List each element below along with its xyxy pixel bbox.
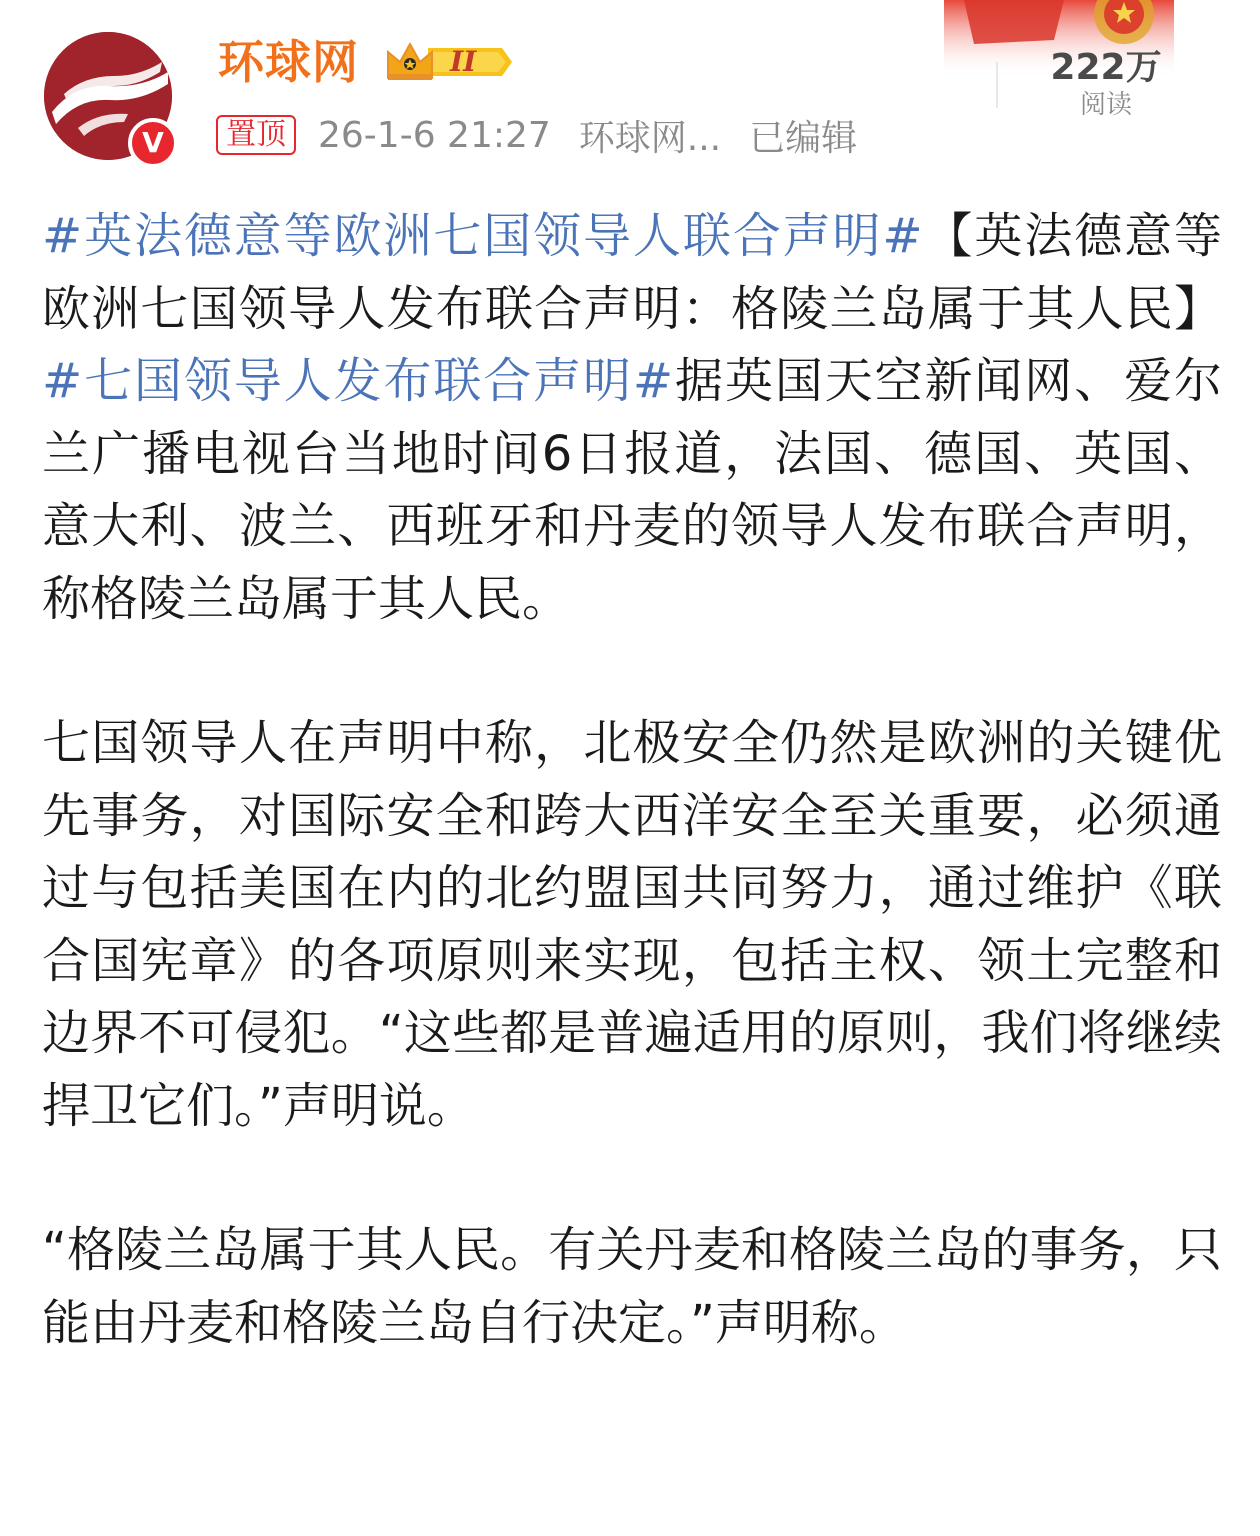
hashtag-link[interactable]: #七国领导人发布联合声明# [42,353,674,409]
read-count-label: 阅读 [1079,90,1132,120]
crown-icon [384,38,514,86]
level-crown-badge[interactable] [384,38,514,86]
hashtag-link[interactable]: #英法德意等欧洲七国领导人联合声明# [42,208,923,264]
post-timestamp: 26-1-6 21:27 [318,114,551,156]
header-divider [996,62,998,108]
post-text: 【英法德意等欧洲七国领导人发布联合声明：格陵兰岛属于其人民】 [42,208,1222,337]
post-body [42,200,1222,1359]
post-paragraph [42,200,1222,635]
verified-badge-icon: V [128,118,178,168]
author-name[interactable]: 环球网 [218,35,359,89]
level-label: II [450,45,477,78]
post-text: 据英国天空新闻网、爱尔兰广播电视台当地时间6日报道，法国、德国、英国、意大利、波兰、西班牙和丹麦的领导人发布联合声明，称格陵兰岛属于其人民。 [42,353,1222,627]
post-header [0,0,1260,180]
read-count: 222万 [1050,47,1162,88]
pinned-tag: 置顶 [216,115,296,155]
post-source[interactable]: 环球网... [578,117,722,159]
post-paragraph: “格陵兰岛属于其人民。有关丹麦和格陵兰岛的事务，只能由丹麦和格陵兰岛自行决定。”声明称。 [42,1222,1222,1351]
post-paragraph: 七国领导人在声明中称，北极安全仍然是欧洲的关键优先事务，对国际安全和跨大西洋安全至关重要，必须通过与包括美国在内的北约盟国共同努力，通过维护《联合国宪章》的各项原则来实现，包括主权、领土完整和边界不可侵犯。“这些都是普遍适用的原则，我们将继续捍卫它们。”声明说。 [42,715,1222,1134]
edited-label[interactable]: 已编辑 [749,117,858,159]
post-meta [216,112,885,158]
